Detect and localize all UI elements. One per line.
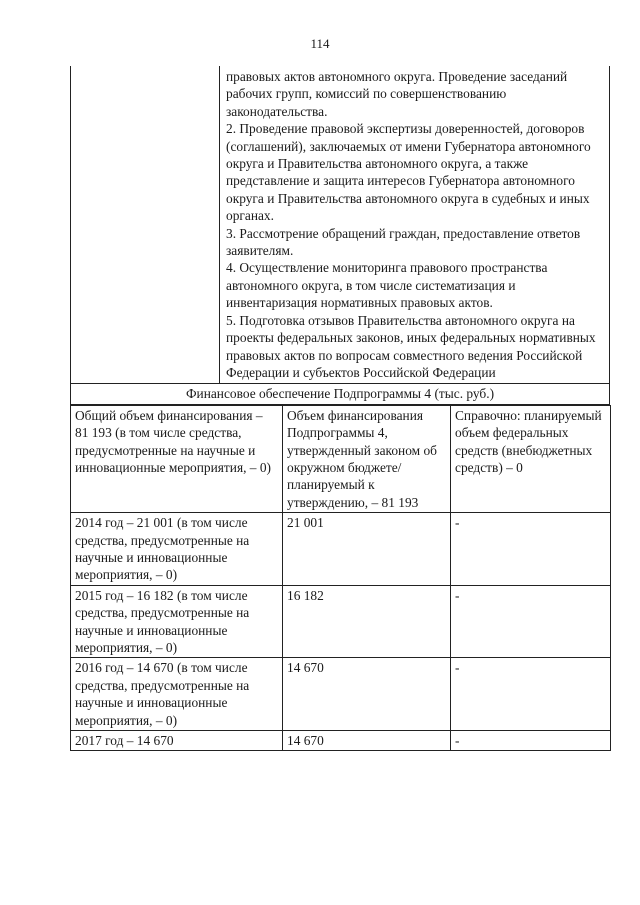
- measure-item: 2. Проведение правовой экспертизы доверенностей, договоров (соглашений), заключаемых от имени Губернатора автономного округа и Правительства автономного округа, а также представление и защита интересов Губернатора автономного округа и Правительства автономного округа в судебных и иных органах.: [226, 121, 591, 224]
- budget-financing-header: Объем финансирования Подпрограммы 4, утвержденный законом об окружном бюджете/ планируемый к утверждению, – 81 193: [283, 405, 451, 512]
- year-cell: 2017 год – 14 670: [71, 731, 283, 751]
- financing-header: Финансовое обеспечение Подпрограммы 4 (тыс. руб.): [70, 383, 610, 404]
- total-financing-header: Общий объем финансирования – 81 193 (в том числе средства, предусмотренные на научные и инновационные мероприятия, – 0): [71, 405, 283, 512]
- table-row: [71, 405, 611, 512]
- measures-cell: [220, 66, 609, 383]
- year-cell: 2015 год – 16 182 (в том числе средства, предусмотренные на научные и инновационные мероприятия, – 0): [71, 585, 283, 658]
- measure-item: 3. Рассмотрение обращений граждан, предоставление ответов заявителям.: [226, 225, 581, 259]
- measure-item: 4. Осуществление мониторинга правового пространства автономного округа, в том числе систематизация и инвентаризация нормативных правовых актов.: [226, 260, 548, 311]
- table-row: [71, 585, 611, 658]
- measures-label-cell: [71, 66, 220, 383]
- measure-item: 5. Подготовка отзывов Правительства автономного округа на проекты федеральных законов, иных федеральных нормативных правовых актов по вопросам совместного ведения Российской Федерации и субъектов Российской Федерации: [226, 312, 596, 380]
- table-row: [71, 513, 611, 586]
- year-cell: 2016 год – 14 670 (в том числе средства, предусмотренные на научные и инновационные мероприятия, – 0): [71, 658, 283, 731]
- federal-cell: -: [451, 585, 611, 658]
- budget-cell: 14 670: [283, 658, 451, 731]
- year-cell: 2014 год – 21 001 (в том числе средства, предусмотренные на научные и инновационные мероприятия, – 0): [71, 513, 283, 586]
- measures-row: [70, 66, 610, 383]
- table-row: [71, 731, 611, 751]
- budget-cell: 21 001: [283, 513, 451, 586]
- page-number: 114: [310, 36, 330, 51]
- table-row: [71, 658, 611, 731]
- federal-cell: -: [451, 513, 611, 586]
- federal-financing-header: Справочно: планируемый объем федеральных средств (внебюджетных средств) – 0: [451, 405, 611, 512]
- measure-item: правовых актов автономного округа. Проведение заседаний рабочих групп, комиссий по совершенствованию законодательства.: [226, 69, 568, 119]
- federal-cell: -: [451, 731, 611, 751]
- document-table: [70, 66, 610, 751]
- federal-cell: -: [451, 658, 611, 731]
- budget-cell: 14 670: [283, 731, 451, 751]
- financing-table: [70, 405, 611, 752]
- budget-cell: 16 182: [283, 585, 451, 658]
